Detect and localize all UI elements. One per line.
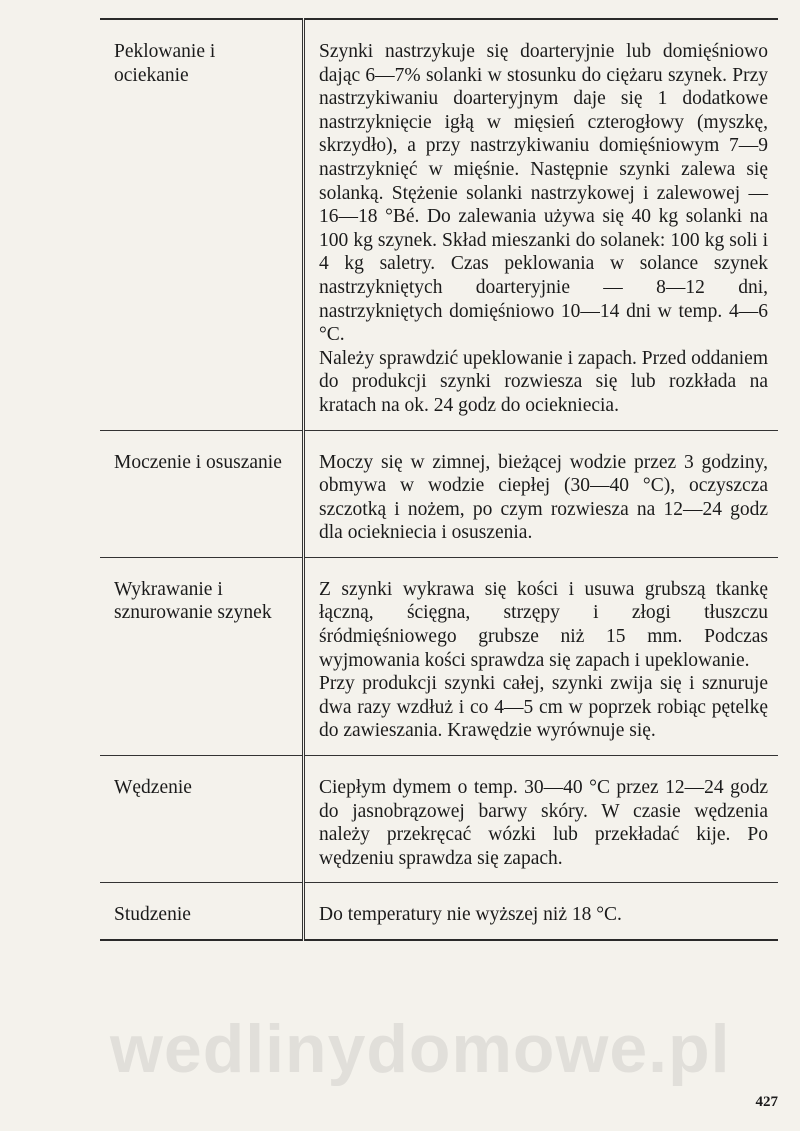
description-paragraph: Moczy się w zimnej, bieżącej wodzie przez 3 godziny, obmywa w wodzie ciepłej (30—40 °C), oczyszcza szczotką i nożem, po czym rozwiesza na 12—24 godz dla ociekniecia i osuszenia. bbox=[319, 451, 768, 544]
step-name: Studzenie bbox=[100, 883, 304, 940]
description-paragraph: Szynki nastrzykuje się doarteryjnie lub domięśniowo dając 6—7% solanki w stosunku do ciężaru szynek. Przy nastrzykiwaniu doarteryjnym daje się 1 dodatkowe nastrzyknięcie igłą w mięsień czterogłowy (myszkę, skrzydło), a przy nastrzykiwaniu domięśniowym 7—9 nastrzyknięć w mięśnie. Następnie szynki zalewa się solanką. Stężenie solanki nastrzykowej i zalewowej — 16—18 °Bé. Do zalewania używa się 40 kg solanki na 100 kg szynek. Skład mieszanki do solanek: 100 kg soli i 4 kg saletry. Czas peklowania w solance szynek nastrzykniętych doarteryjnie — 8—12 dni, nastrzykniętych domięśniowo 10—14 dni w temp. 4—6 °C. bbox=[319, 41, 768, 346]
table-row bbox=[100, 430, 778, 557]
process-table bbox=[100, 18, 778, 941]
step-description bbox=[304, 19, 779, 430]
watermark: wedlinydomowe.pl bbox=[110, 1011, 731, 1087]
page-number: 427 bbox=[755, 1094, 778, 1110]
table-row bbox=[100, 756, 778, 883]
step-description bbox=[304, 756, 779, 883]
step-name: Wędzenie bbox=[100, 756, 304, 883]
description-paragraph: Należy sprawdzić upeklowanie i zapach. Przed oddaniem do produkcji szynki rozwiesza się lub rozkłada na kratach na ok. 24 godz do ociekniecia. bbox=[319, 347, 768, 416]
table-row bbox=[100, 883, 778, 940]
step-name: Wykrawanie i sznurowanie szynek bbox=[100, 557, 304, 755]
step-description bbox=[304, 557, 779, 755]
description-paragraph: Z szynki wykrawa się kości i usuwa grubszą tkankę łączną, ścięgna, strzępy i złogi tłuszczu śródmięśniowego grubsze niż 15 mm. Podczas wyjmowania kości sprawdza się zapach i upeklowanie. bbox=[319, 578, 768, 671]
table-row bbox=[100, 557, 778, 755]
step-name: Moczenie i osuszanie bbox=[100, 430, 304, 557]
description-paragraph: Przy produkcji szynki całej, szynki zwija się i sznuruje dwa razy wzdłuż i co 4—5 cm w poprzek robiąc pętelkę do zawieszania. Krawędzie wyrównuje się. bbox=[319, 673, 768, 742]
description-paragraph: Ciepłym dymem o temp. 30—40 °C przez 12—24 godz do jasnobrązowej barwy skóry. W czasie wędzenia należy przekręcać wózki lub przekładać kije. Po wędzeniu sprawdza się zapach. bbox=[319, 777, 768, 869]
table-row bbox=[100, 19, 778, 430]
step-description bbox=[304, 883, 779, 940]
step-name: Peklowanie i ociekanie bbox=[100, 19, 304, 430]
step-description bbox=[304, 430, 779, 557]
description-paragraph: Do temperatury nie wyższej niż 18 °C. bbox=[319, 904, 622, 926]
